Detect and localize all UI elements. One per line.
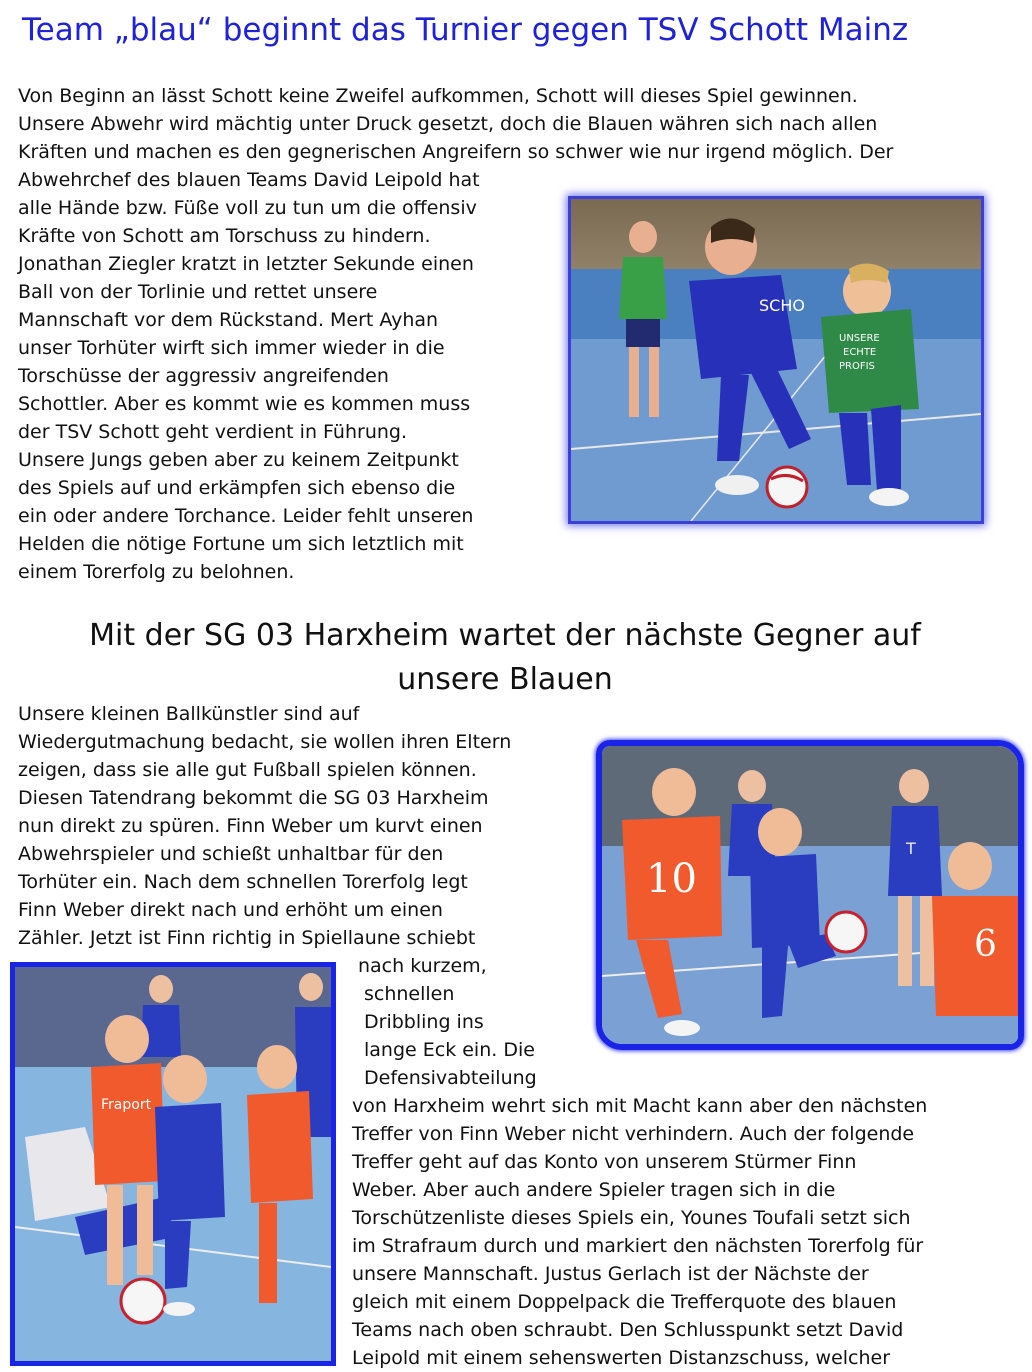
paragraph-line: Torhüter ein. Nach dem schnellen Torerfolg legt <box>18 871 468 893</box>
match-photo-fraport <box>10 962 336 1366</box>
paragraph-line: Jonathan Ziegler kratzt in letzter Sekunde einen <box>18 253 474 275</box>
paragraph-line: unser Torhüter wirft sich immer wieder in die <box>18 337 445 359</box>
paragraph-line: Torschützenliste dieses Spiels ein, Younes Toufali setzt sich <box>352 1207 911 1229</box>
paragraph-line: Leipold mit einem sehenswerten Distanzschuss, welcher <box>352 1347 891 1369</box>
jersey-number-right: 6 <box>974 924 997 965</box>
paragraph-line: Schottler. Aber es kommt wie es kommen muss <box>18 393 471 415</box>
heading-2-line-2: unsere Blauen <box>397 662 613 697</box>
paragraph-line: Mannschaft vor dem Rückstand. Mert Ayhan <box>18 309 439 331</box>
sponsor-text: Fraport <box>101 1097 152 1113</box>
paragraph-line: schnellen <box>364 983 455 1005</box>
paragraph-line: zeigen, dass sie alle gut Fußball spielen können. <box>18 759 477 781</box>
paragraph-line: nun direkt zu spüren. Finn Weber um kurvt einen <box>18 815 483 837</box>
paragraph-line: Teams nach oben schraubt. Den Schlusspunkt setzt David <box>352 1319 904 1341</box>
paragraph-line: Unsere kleinen Ballkünstler sind auf <box>18 703 360 725</box>
paragraph-line: Wiedergutmachung bedacht, sie wollen ihren Eltern <box>18 731 512 753</box>
paragraph-line: einem Torerfolg zu belohnen. <box>18 561 295 583</box>
paragraph-line: im Strafraum durch und markiert den nächsten Torerfolg für <box>352 1235 924 1257</box>
paragraph-line: der TSV Schott geht verdient in Führung. <box>18 421 407 443</box>
paragraph-line: unsere Mannschaft. Justus Gerlach ist der Nächste der <box>352 1263 869 1285</box>
match-photo-schott <box>568 196 984 524</box>
paragraph-line: Treffer geht auf das Konto von unserem Stürmer Finn <box>352 1151 857 1173</box>
paragraph-line: gleich mit einem Doppelpack die Trefferquote des blauen <box>352 1291 897 1313</box>
article-heading-1: Team „blau“ beginnt das Turnier gegen TSV Schott Mainz <box>22 12 909 48</box>
paragraph-line: Finn Weber direkt nach und erhöht um einen <box>18 899 443 921</box>
paragraph-line: von Harxheim wehrt sich mit Macht kann aber den nächsten <box>352 1095 928 1117</box>
paragraph-line: Weber. Aber auch andere Spieler tragen sich in die <box>352 1179 836 1201</box>
paragraph-line: Ball von der Torlinie und rettet unsere <box>18 281 378 303</box>
sponsor-text: T <box>906 839 916 858</box>
paragraph-line: ein oder andere Torchance. Leider fehlt unseren <box>18 505 474 527</box>
bib-text-1: UNSERE <box>839 333 880 344</box>
paragraph-line: Kräften und machen es den gegnerischen Angreifern so schwer wie nur irgend möglich. Der <box>18 141 894 163</box>
paragraph-line: Helden die nötige Fortune um sich letztlich mit <box>18 533 464 555</box>
bib-text-3: PROFIS <box>839 361 875 372</box>
paragraph-line: des Spiels auf und erkämpfen sich ebenso die <box>18 477 456 499</box>
paragraph-line: alle Hände bzw. Füße voll zu tun um die offensiv <box>18 197 477 219</box>
paragraph-line: Kräfte von Schott am Torschuss zu hindern. <box>18 225 431 247</box>
paragraph-line: Abwehrchef des blauen Teams David Leipold hat <box>18 169 480 191</box>
paragraph-line: Von Beginn an lässt Schott keine Zweifel aufkommen, Schott will dieses Spiel gewinnen. <box>18 85 858 107</box>
bib-text-2: ECHTE <box>843 347 877 358</box>
paragraph-line: lange Eck ein. Die <box>364 1039 535 1061</box>
paragraph-line: Diesen Tatendrang bekommt die SG 03 Harxheim <box>18 787 489 809</box>
paragraph-line: Torschüsse der aggressiv angreifenden <box>18 365 389 387</box>
match-photo-harxheim <box>596 740 1024 1050</box>
article-heading-2 <box>0 614 1010 702</box>
jersey-number-left: 10 <box>646 856 697 902</box>
paragraph-line: Unsere Abwehr wird mächtig unter Druck gesetzt, doch die Blauen währen sich nach allen <box>18 113 878 135</box>
paragraph-line: Treffer von Finn Weber nicht verhindern. Auch der folgende <box>352 1123 915 1145</box>
paragraph-line: Unsere Jungs geben aber zu keinem Zeitpunkt <box>18 449 459 471</box>
paragraph-line: Dribbling ins <box>364 1011 484 1033</box>
paragraph-line: Zähler. Jetzt ist Finn richtig in Spiellaune schiebt <box>18 927 476 949</box>
paragraph-line: nach kurzem, <box>358 955 487 977</box>
paragraph-line: Defensivabteilung <box>364 1067 537 1089</box>
jersey-text: SCHO <box>759 296 805 315</box>
paragraph-line: Abwehrspieler und schießt unhaltbar für den <box>18 843 444 865</box>
heading-2-line-1: Mit der SG 03 Harxheim wartet der nächste Gegner auf <box>89 618 921 653</box>
